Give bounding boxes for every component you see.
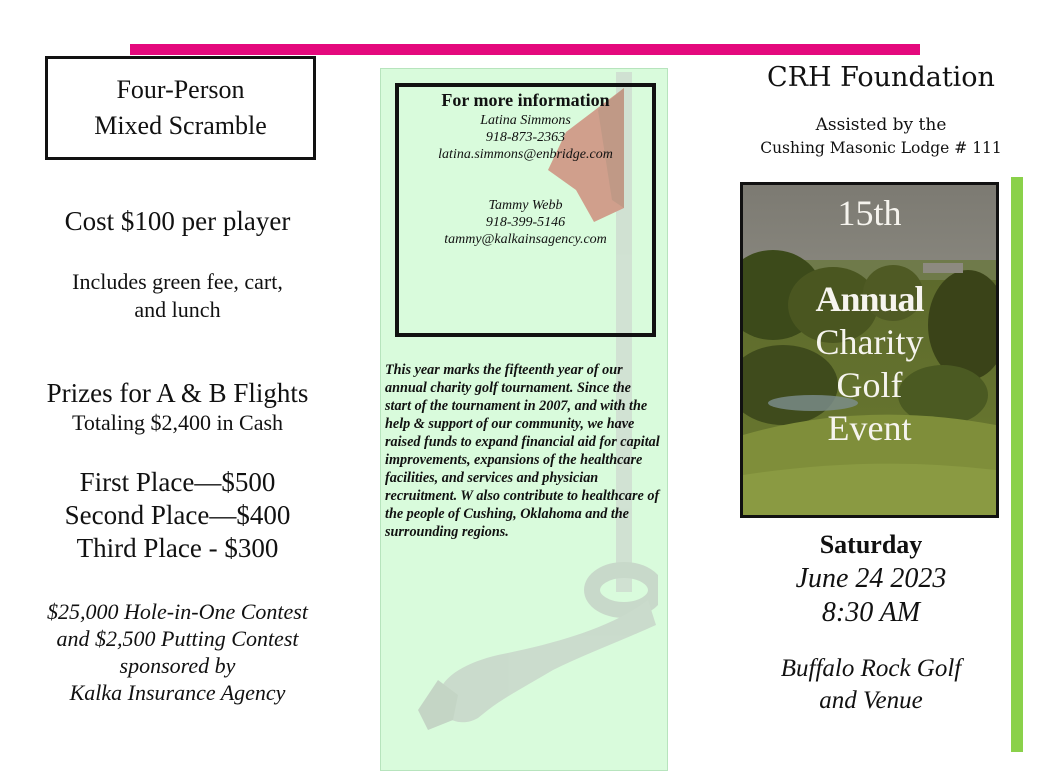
venue-line-1: Buffalo Rock Golf [780,655,962,682]
format-line-2: Mixed Scramble [94,111,267,140]
contact-card-1 [395,112,656,163]
event-edition: 15th [837,193,902,233]
assisted-by [740,114,1022,160]
format-box [45,56,316,160]
contact-1-name: Latina Simmons [480,113,571,128]
format-line-1: Four-Person [116,75,245,104]
event-title [740,192,999,450]
event-word: Event [827,408,912,448]
event-charity: Charity [815,322,924,362]
info-heading: For more information [441,90,610,110]
contact-card-2 [395,197,656,248]
event-day: Saturday [819,530,923,559]
prize-list [0,466,355,565]
prizes-subheading: Totaling $2,400 in Cash [71,410,284,435]
event-golf: Golf [836,365,903,405]
contact-1-phone: 918-873-2363 [485,130,566,145]
contest-line-3: sponsored by [119,653,236,678]
side-accent-bar [1011,177,1023,752]
top-accent-bar [130,44,920,55]
contest-line-4: Kalka Insurance Agency [69,680,286,705]
contact-2-name: Tammy Webb [488,198,563,213]
event-venue [740,653,1002,717]
event-date: June 24 2023 [795,563,947,594]
includes-text [0,268,355,324]
third-place: Third Place - $300 [76,533,279,563]
spacer [740,235,999,278]
prizes-heading: Prizes for A & B Flights [46,378,309,408]
includes-line-1: Includes green fee, cart, [72,269,283,294]
contest-text [0,598,355,706]
contact-1-email: latina.simmons@enbridge.com [438,147,613,162]
first-place: First Place—$500 [79,467,276,497]
second-place: Second Place—$400 [64,500,291,530]
contest-line-2: and $2,500 Putting Contest [56,626,299,651]
assisted-line-1: Assisted by the [815,115,947,135]
contact-2-phone: 918-399-5146 [485,215,566,230]
cost-heading: Cost $100 per player [64,206,291,236]
event-annual: Annual [815,279,924,319]
event-time: 8:30 AM [821,597,921,628]
venue-line-2: and Venue [819,687,923,714]
assisted-line-2: Cushing Masonic Lodge # 111 [760,139,1002,157]
includes-line-2: and lunch [134,297,221,322]
mission-paragraph: This year marks the fifteenth year of our annual charity golf tournament. Since the start of the tournament in 2007, and with the help & support of our community, we have raised funds to expand financial aid for capital improvements, expansions of the healthcare facilities, and services and physician recruitment. W also contribute to healthcare of the people of Cushing, Oklahoma and the surrounding regions. [385,362,660,540]
contest-line-1: $25,000 Hole-in-One Contest [47,599,308,624]
organization-name: CRH Foundation [767,62,995,93]
contact-2-email: tammy@kalkainsagency.com [444,232,607,247]
